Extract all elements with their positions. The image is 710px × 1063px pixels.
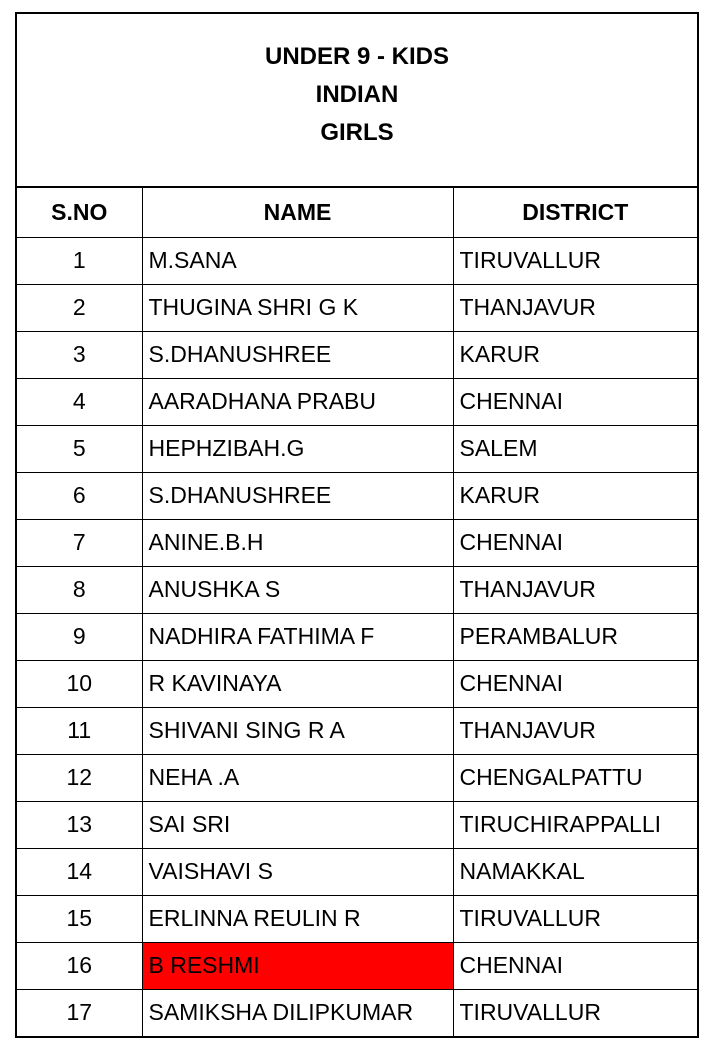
cell-district: CHENNAI bbox=[453, 378, 697, 425]
cell-district: KARUR bbox=[453, 472, 697, 519]
column-header-name: NAME bbox=[142, 188, 453, 237]
table-body bbox=[17, 237, 697, 1036]
cell-name: B RESHMI bbox=[142, 942, 453, 989]
cell-sno: 12 bbox=[17, 754, 142, 801]
cell-sno: 7 bbox=[17, 519, 142, 566]
table-row bbox=[17, 895, 697, 942]
cell-sno: 10 bbox=[17, 660, 142, 707]
cell-name: SAI SRI bbox=[142, 801, 453, 848]
title-block bbox=[17, 14, 697, 188]
table-row bbox=[17, 613, 697, 660]
cell-sno: 6 bbox=[17, 472, 142, 519]
table-row bbox=[17, 707, 697, 754]
table-row bbox=[17, 284, 697, 331]
cell-sno: 2 bbox=[17, 284, 142, 331]
cell-sno: 1 bbox=[17, 237, 142, 284]
cell-district: TIRUVALLUR bbox=[453, 237, 697, 284]
cell-district: SALEM bbox=[453, 425, 697, 472]
cell-name: M.SANA bbox=[142, 237, 453, 284]
cell-district: PERAMBALUR bbox=[453, 613, 697, 660]
gender-title: GIRLS bbox=[320, 119, 394, 146]
cell-sno: 8 bbox=[17, 566, 142, 613]
cell-name: THUGINA SHRI G K bbox=[142, 284, 453, 331]
cell-name: VAISHAVI S bbox=[142, 848, 453, 895]
cell-district: CHENNAI bbox=[453, 660, 697, 707]
cell-name: ERLINNA REULIN R bbox=[142, 895, 453, 942]
cell-name: NADHIRA FATHIMA F bbox=[142, 613, 453, 660]
cell-district: TIRUVALLUR bbox=[453, 895, 697, 942]
cell-district: CHENNAI bbox=[453, 519, 697, 566]
table-row bbox=[17, 237, 697, 284]
table-row bbox=[17, 566, 697, 613]
cell-sno: 9 bbox=[17, 613, 142, 660]
cell-name: S.DHANUSHREE bbox=[142, 331, 453, 378]
cell-sno: 11 bbox=[17, 707, 142, 754]
category-title: UNDER 9 - KIDS bbox=[264, 43, 450, 70]
table-row bbox=[17, 472, 697, 519]
cell-district: TIRUCHIRAPPALLI bbox=[453, 801, 697, 848]
table-row bbox=[17, 660, 697, 707]
nationality-title: INDIAN bbox=[315, 81, 399, 108]
cell-sno: 3 bbox=[17, 331, 142, 378]
table-row bbox=[17, 942, 697, 989]
cell-sno: 16 bbox=[17, 942, 142, 989]
cell-name: SAMIKSHA DILIPKUMAR bbox=[142, 989, 453, 1036]
cell-district: THANJAVUR bbox=[453, 707, 697, 754]
cell-name: S.DHANUSHREE bbox=[142, 472, 453, 519]
table-row bbox=[17, 989, 697, 1036]
cell-district: THANJAVUR bbox=[453, 284, 697, 331]
table-row bbox=[17, 519, 697, 566]
cell-district: THANJAVUR bbox=[453, 566, 697, 613]
cell-name: ANUSHKA S bbox=[142, 566, 453, 613]
cell-name: SHIVANI SING R A bbox=[142, 707, 453, 754]
cell-sno: 5 bbox=[17, 425, 142, 472]
table-row bbox=[17, 425, 697, 472]
cell-district: TIRUVALLUR bbox=[453, 989, 697, 1036]
cell-district: NAMAKKAL bbox=[453, 848, 697, 895]
cell-name: HEPHZIBAH.G bbox=[142, 425, 453, 472]
cell-sno: 17 bbox=[17, 989, 142, 1036]
cell-sno: 14 bbox=[17, 848, 142, 895]
table-header-row bbox=[17, 188, 697, 237]
cell-district: KARUR bbox=[453, 331, 697, 378]
column-header-sno: S.NO bbox=[17, 188, 142, 237]
column-header-district: DISTRICT bbox=[453, 188, 697, 237]
table-row bbox=[17, 848, 697, 895]
table-row bbox=[17, 801, 697, 848]
table-row bbox=[17, 331, 697, 378]
participant-table bbox=[17, 188, 697, 1036]
cell-name: AARADHANA PRABU bbox=[142, 378, 453, 425]
cell-sno: 4 bbox=[17, 378, 142, 425]
participant-sheet bbox=[15, 12, 699, 1038]
cell-name: R KAVINAYA bbox=[142, 660, 453, 707]
cell-district: CHENGALPATTU bbox=[453, 754, 697, 801]
cell-sno: 13 bbox=[17, 801, 142, 848]
table-row bbox=[17, 378, 697, 425]
cell-sno: 15 bbox=[17, 895, 142, 942]
cell-name: ANINE.B.H bbox=[142, 519, 453, 566]
cell-name: NEHA .A bbox=[142, 754, 453, 801]
cell-district: CHENNAI bbox=[453, 942, 697, 989]
table-row bbox=[17, 754, 697, 801]
